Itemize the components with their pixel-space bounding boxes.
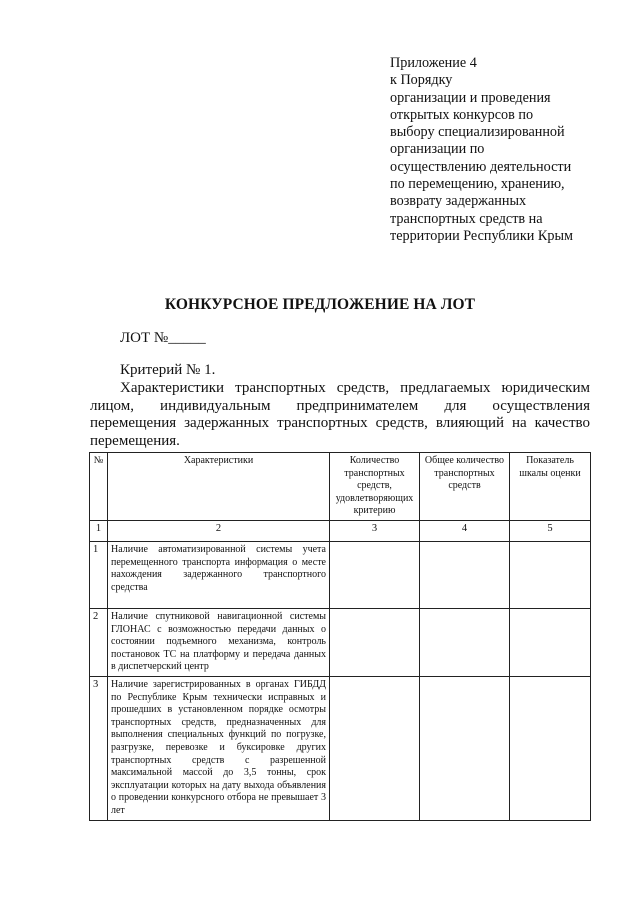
column-number: 1 xyxy=(90,521,108,542)
column-number: 5 xyxy=(510,521,591,542)
header-total-count: Общее количество транспортных средств xyxy=(420,453,510,521)
criterion-heading: Критерий № 1. xyxy=(120,362,216,378)
row-characteristic: Наличие спутниковой навигационной системы ГЛОНАС с возможностью передачи данных о состоянии подъемного механизма, контроль постановок ТС на платформу и передача данных в диспетчерский центр xyxy=(108,609,330,677)
row-score-cell xyxy=(510,676,591,820)
lot-number: ЛОТ №_____ xyxy=(120,330,206,346)
row-score-cell xyxy=(510,542,591,609)
row-index: 3 xyxy=(90,676,108,820)
table-row xyxy=(90,609,591,677)
appendix-line: открытых конкурсов по xyxy=(390,106,534,123)
table-row xyxy=(90,676,591,820)
appendix-line: по перемещению, хранению, xyxy=(390,176,565,193)
appendix-block xyxy=(390,55,630,245)
row-characteristic: Наличие автоматизированной системы учета перемещенного транспорта информация о месте нахождения задержанного транспортного средства xyxy=(108,542,330,609)
column-number: 3 xyxy=(330,521,420,542)
appendix-line: территории Республики Крым xyxy=(390,227,573,244)
header-characteristics: Характеристики xyxy=(108,453,330,521)
row-total-count-cell xyxy=(420,609,510,677)
appendix-line: организации и проведения xyxy=(390,89,551,106)
document-title: КОНКУРСНОЕ ПРЕДЛОЖЕНИЕ НА ЛОТ xyxy=(164,296,476,313)
appendix-line: организации по xyxy=(390,141,485,158)
criterion-description: Характеристики транспортных средств, предлагаемых юридическим лицом, индивидуальным предпринимателем для осуществления перемещения задержанных транспортных средств, влияющий на качество перемещения. xyxy=(90,380,590,449)
row-total-count-cell xyxy=(420,676,510,820)
table-header-row xyxy=(90,453,591,521)
column-number: 4 xyxy=(420,521,510,542)
appendix-line: Приложение 4 xyxy=(390,55,477,71)
row-index: 1 xyxy=(90,542,108,609)
header-vehicle-count: Количество транспортных средств, удовлетворяющих критерию xyxy=(330,453,420,521)
column-number: 2 xyxy=(108,521,330,542)
criteria-table xyxy=(89,452,591,821)
header-number: № xyxy=(90,453,108,521)
row-total-count-cell xyxy=(420,542,510,609)
row-vehicle-count-cell xyxy=(330,609,420,677)
appendix-line: возврату задержанных xyxy=(390,193,527,210)
header-score: Показатель шкалы оценки xyxy=(510,453,591,521)
row-vehicle-count-cell xyxy=(330,676,420,820)
table-row xyxy=(90,542,591,609)
appendix-line: выбору специализированной xyxy=(390,124,565,141)
column-number-row xyxy=(90,521,591,542)
appendix-line: осуществлению деятельности xyxy=(390,158,572,175)
appendix-line: к Порядку xyxy=(390,72,453,89)
row-characteristic: Наличие зарегистрированных в органах ГИБДД по Республике Крым технически исправных и прошедших в установленном порядке осмотры транспортных средств, предназначенных для выполнения специальных функций по погрузке, разгрузке, перевозке и буксировке других транспортных средств с разрешенной максимальной массой до 3,5 тонны, срок эксплуатации которых на дату выхода объявления о проведении конкурсного отбора не превышает 3 лет xyxy=(108,676,330,820)
appendix-line: транспортных средств на xyxy=(390,210,543,227)
row-index: 2 xyxy=(90,609,108,677)
row-vehicle-count-cell xyxy=(330,542,420,609)
row-score-cell xyxy=(510,609,591,677)
